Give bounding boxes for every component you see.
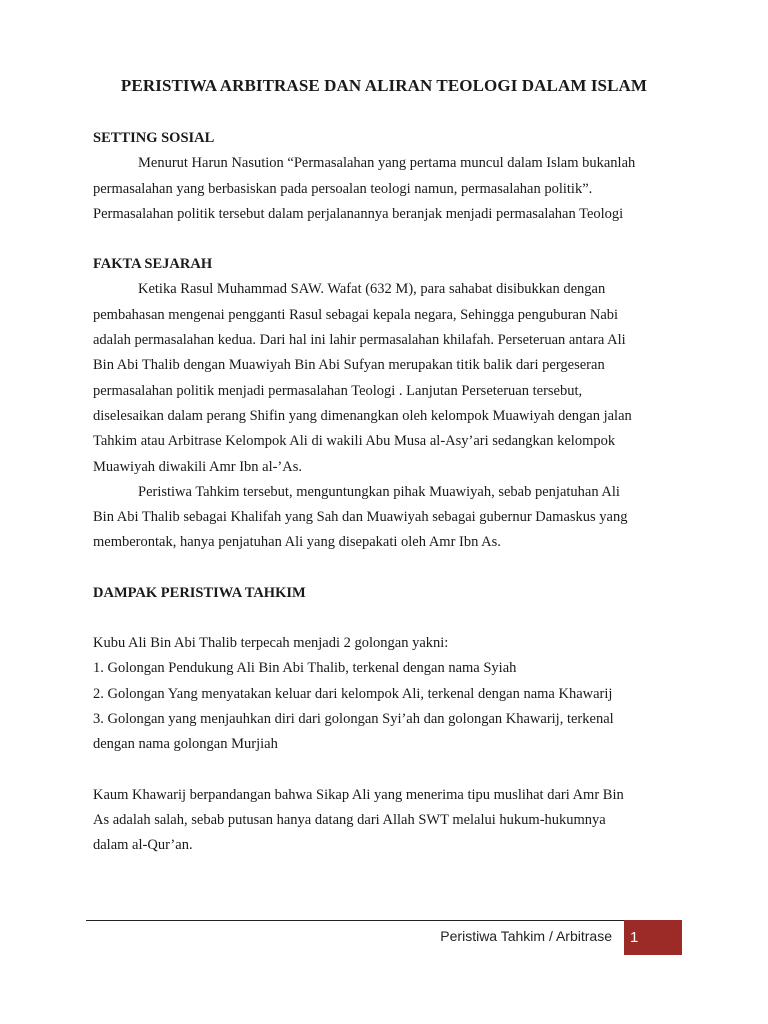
- dampak-intro: Kubu Ali Bin Abi Thalib terpecah menjadi 2 golongan yakni:: [93, 635, 449, 652]
- text-line: pembahasan mengenai pengganti Rasul sebagai kepala negara, Sehingga penguburan Nabi: [93, 306, 619, 323]
- footer-divider: [86, 920, 624, 921]
- text-line: Menurut Harun Nasution “Permasalahan yang pertama muncul dalam Islam bukanlah: [138, 155, 636, 172]
- document-body: [93, 126, 665, 858]
- paragraph-fakta-sejarah-1: [93, 277, 665, 479]
- footer-label: Peristiwa Tahkim / Arbitrase: [440, 928, 612, 944]
- text-line: Kaum Khawarij berpandangan bahwa Sikap Ali yang menerima tipu muslihat dari Amr Bin: [93, 786, 624, 803]
- section-heading-dampak: DAMPAK PERISTIWA TAHKIM: [93, 584, 306, 601]
- text-line: diselesaikan dalam perang Shifin yang dimenangkan oleh kelompok Muawiyah dengan jalan: [93, 407, 632, 424]
- page-number-badge: 1: [624, 920, 682, 955]
- text-line: adalah permasalahan kedua. Dari hal ini lahir permasalahan khilafah. Perseteruan antara Ali: [93, 332, 626, 349]
- text-line: Permasalahan politik tersebut dalam perjalanannya beranjak menjadi permasalahan Teologi: [93, 205, 624, 222]
- section-heading-fakta-sejarah: FAKTA SEJARAH: [93, 256, 213, 273]
- text-line: Bin Abi Thalib dengan Muawiyah Bin Abi Sufyan merupakan titik balik dari pergeseran: [93, 357, 605, 374]
- paragraph-fakta-sejarah-2: [93, 480, 665, 556]
- text-line: permasalahan yang berbasiskan pada persoalan teologi namun, permasalahan politik”.: [93, 180, 593, 197]
- text-line: As adalah salah, sebab putusan hanya datang dari Allah SWT melalui hukum-hukumnya: [93, 811, 606, 828]
- dampak-list: [93, 656, 665, 757]
- document-title: PERISTIWA ARBITRASE DAN ALIRAN TEOLOGI DALAM ISLAM: [120, 76, 648, 95]
- text-line: permasalahan politik menjadi permasalahan Teologi . Lanjutan Perseteruan tersebut,: [93, 382, 583, 399]
- text-line: Muawiyah diwakili Amr Ibn al-’As.: [93, 458, 303, 475]
- list-item: 3. Golongan yang menjauhkan diri dari golongan Syi’ah dan golongan Khawarij, terkenal: [93, 710, 614, 727]
- list-item: 2. Golongan Yang menyatakan keluar dari kelompok Ali, terkenal dengan nama Khawarij: [93, 685, 613, 702]
- text-line: Ketika Rasul Muhammad SAW. Wafat (632 M), para sahabat disibukkan dengan: [138, 281, 606, 298]
- list-item: dengan nama golongan Murjiah: [93, 736, 278, 753]
- text-line: dalam al-Qur’an.: [93, 837, 193, 854]
- text-line: Bin Abi Thalib sebagai Khalifah yang Sah dan Muawiyah sebagai gubernur Damaskus yang: [93, 509, 628, 526]
- text-line: Tahkim atau Arbitrase Kelompok Ali di wakili Abu Musa al-Asy’ari sedangkan kelompok: [93, 433, 616, 450]
- section-heading-setting-sosial: SETTING SOSIAL: [93, 130, 215, 146]
- paragraph-setting-sosial: [93, 151, 665, 227]
- text-line: memberontak, hanya penjatuhan Ali yang disepakati oleh Amr Ibn As.: [93, 534, 501, 551]
- paragraph-khawarij: [93, 783, 665, 859]
- list-item: 1. Golongan Pendukung Ali Bin Abi Thalib, terkenal dengan nama Syiah: [93, 660, 517, 677]
- text-line: Peristiwa Tahkim tersebut, menguntungkan pihak Muawiyah, sebab penjatuhan Ali: [138, 483, 620, 500]
